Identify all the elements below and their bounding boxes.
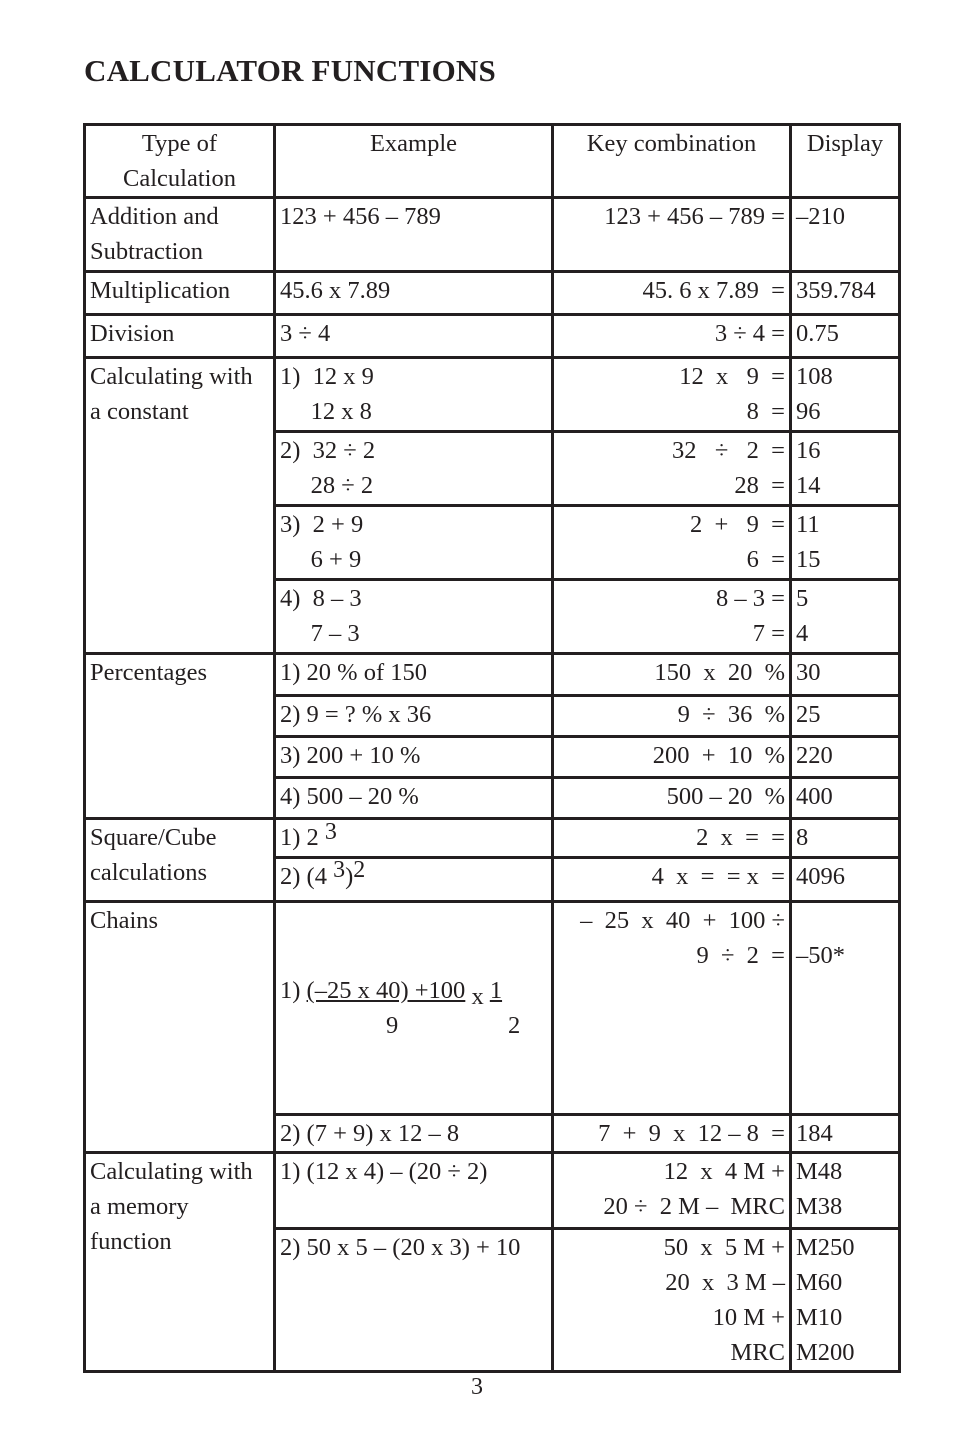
example-line: 2) 32 ÷ 2 [280, 437, 376, 464]
key-cell [553, 506, 791, 580]
key-line: 50 x 5 M + [663, 1234, 785, 1261]
display-line: 15 [796, 546, 821, 573]
key-cell: 200 + 10 % [553, 737, 791, 778]
key-line: 28 = [734, 472, 785, 499]
key-line: – 25 x 40 + 100 ÷ [580, 907, 785, 934]
exponent: 3 [333, 857, 346, 883]
display-line: M200 [796, 1339, 855, 1366]
key-cell [553, 902, 791, 1115]
exponent: 2 [353, 857, 366, 883]
page-title: CALCULATOR FUNCTIONS [84, 53, 496, 88]
exponent: 3 [324, 819, 337, 845]
example-cell [275, 858, 553, 902]
example-cell [275, 358, 553, 432]
example-cell: 1) 20 % of 150 [275, 654, 553, 696]
example-cell: 2) 50 x 5 – (20 x 3) + 10 [275, 1229, 553, 1372]
display-cell: 359.784 [791, 272, 900, 315]
key-line: 6 = [746, 546, 785, 573]
display-cell: 220 [791, 737, 900, 778]
display-cell: 25 [791, 696, 900, 737]
display-line: 108 [796, 363, 833, 390]
example-line: 7 – 3 [280, 620, 360, 647]
type-cell: Calculating with a constant [85, 358, 275, 654]
key-line: 20 ÷ 2 M – MRC [603, 1193, 785, 1220]
display-cell [791, 902, 900, 1115]
table-row [85, 654, 900, 696]
display-cell: 30 [791, 654, 900, 696]
display-line: M60 [796, 1269, 843, 1296]
table-row [85, 198, 900, 272]
type-cell: Division [85, 315, 275, 358]
key-line: 32 ÷ 2 = [671, 437, 785, 464]
display-line: 11 [796, 511, 820, 538]
example-line: 28 ÷ 2 [280, 472, 374, 499]
example-paren: ) [345, 863, 354, 890]
type-cell: Square/Cube calculations [85, 819, 275, 902]
example-line: 3) 2 + 9 [280, 511, 364, 538]
key-cell: 500 – 20 % [553, 778, 791, 819]
example-cell: 2) (7 + 9) x 12 – 8 [275, 1115, 553, 1153]
table-row [85, 902, 900, 1115]
key-line: 20 x 3 M – [665, 1269, 785, 1296]
display-line: 14 [796, 472, 821, 499]
key-cell [553, 432, 791, 506]
display-cell: 184 [791, 1115, 900, 1153]
example-cell: 45.6 x 7.89 [275, 272, 553, 315]
fraction-expression [280, 973, 547, 1043]
display-line [796, 903, 894, 938]
key-line: 10 M + [712, 1304, 785, 1331]
table-row [85, 358, 900, 432]
example-cell: 2) 9 = ? % x 36 [275, 696, 553, 737]
example-cell [275, 819, 553, 858]
display-line: M38 [796, 1193, 843, 1220]
display-line: 16 [796, 437, 821, 464]
display-cell: 8 [791, 819, 900, 858]
table-header-row [85, 125, 900, 198]
key-line: 8 – 3 = [716, 585, 785, 612]
example-cell: 3) 200 + 10 % [275, 737, 553, 778]
key-cell [553, 1229, 791, 1372]
display-line: M48 [796, 1158, 843, 1185]
key-cell [553, 358, 791, 432]
display-line: M250 [796, 1234, 855, 1261]
key-cell: 9 ÷ 36 % [553, 696, 791, 737]
display-line: M10 [796, 1304, 843, 1331]
display-cell [791, 506, 900, 580]
key-cell [553, 580, 791, 654]
type-cell: Percentages [85, 654, 275, 819]
example-cell [275, 506, 553, 580]
fraction-numerator: (–25 x 40) +100 [306, 977, 466, 1004]
key-line: 12 x 9 = [679, 363, 785, 390]
display-line: 5 [796, 585, 809, 612]
type-cell: Multiplication [85, 272, 275, 315]
example-line: 6 + 9 [280, 546, 362, 573]
display-cell: 400 [791, 778, 900, 819]
example-line: 1) 12 x 9 [280, 363, 374, 390]
display-line: 4 [796, 620, 809, 647]
table-row [85, 315, 900, 358]
example-line: 12 x 8 [280, 398, 372, 425]
key-cell: 150 x 20 % [553, 654, 791, 696]
display-cell [791, 1229, 900, 1372]
fraction-denominator: 2 [508, 1012, 521, 1039]
key-line: 9 ÷ 2 = [696, 942, 785, 969]
key-line: 2 + 9 = [689, 511, 785, 538]
example-cell: 1) (12 x 4) – (20 ÷ 2) [275, 1153, 553, 1229]
example-base: 1) 2 [280, 824, 325, 851]
fraction-numerator: 1 [489, 977, 503, 1004]
key-line: 12 x 4 M + [663, 1158, 785, 1185]
key-cell: 123 + 456 – 789 = [553, 198, 791, 272]
example-line: 4) 8 – 3 [280, 585, 362, 612]
header-example: Example [275, 125, 553, 198]
table-row [85, 819, 900, 858]
example-cell [275, 902, 553, 1115]
display-cell [791, 358, 900, 432]
type-cell: Addition and Subtraction [85, 198, 275, 272]
display-cell [791, 580, 900, 654]
header-type: Type of Calculation [85, 125, 275, 198]
type-cell: Calculating with a memory function [85, 1153, 275, 1372]
example-cell: 3 ÷ 4 [275, 315, 553, 358]
key-cell: 45. 6 x 7.89 = [553, 272, 791, 315]
display-line: 96 [796, 398, 821, 425]
example-cell [275, 580, 553, 654]
display-cell [791, 432, 900, 506]
key-cell: 7 + 9 x 12 – 8 = [553, 1115, 791, 1153]
example-cell: 4) 500 – 20 % [275, 778, 553, 819]
times-sign: x [465, 983, 490, 1010]
table-row [85, 1153, 900, 1229]
table-row [85, 272, 900, 315]
example-cell: 123 + 456 – 789 [275, 198, 553, 272]
fraction-denominator: 9 [386, 1012, 399, 1039]
header-display: Display [791, 125, 900, 198]
display-cell: 4096 [791, 858, 900, 902]
key-line: MRC [730, 1339, 785, 1366]
display-cell: –210 [791, 198, 900, 272]
key-cell: 3 ÷ 4 = [553, 315, 791, 358]
key-cell: 2 x = = [553, 819, 791, 858]
display-line: –50* [796, 942, 845, 969]
display-cell: 0.75 [791, 315, 900, 358]
header-key-combination: Key combination [553, 125, 791, 198]
example-cell [275, 432, 553, 506]
key-cell [553, 1153, 791, 1229]
type-cell: Chains [85, 902, 275, 1153]
example-base: 2) (4 [280, 863, 334, 890]
page-number: 3 [471, 1374, 483, 1400]
calculator-functions-table [83, 123, 901, 1373]
key-line: 7 = [752, 620, 785, 647]
key-cell: 4 x = = x = [553, 858, 791, 902]
display-cell [791, 1153, 900, 1229]
example-prefix: 1) [280, 977, 307, 1004]
key-line: 8 = [746, 398, 785, 425]
